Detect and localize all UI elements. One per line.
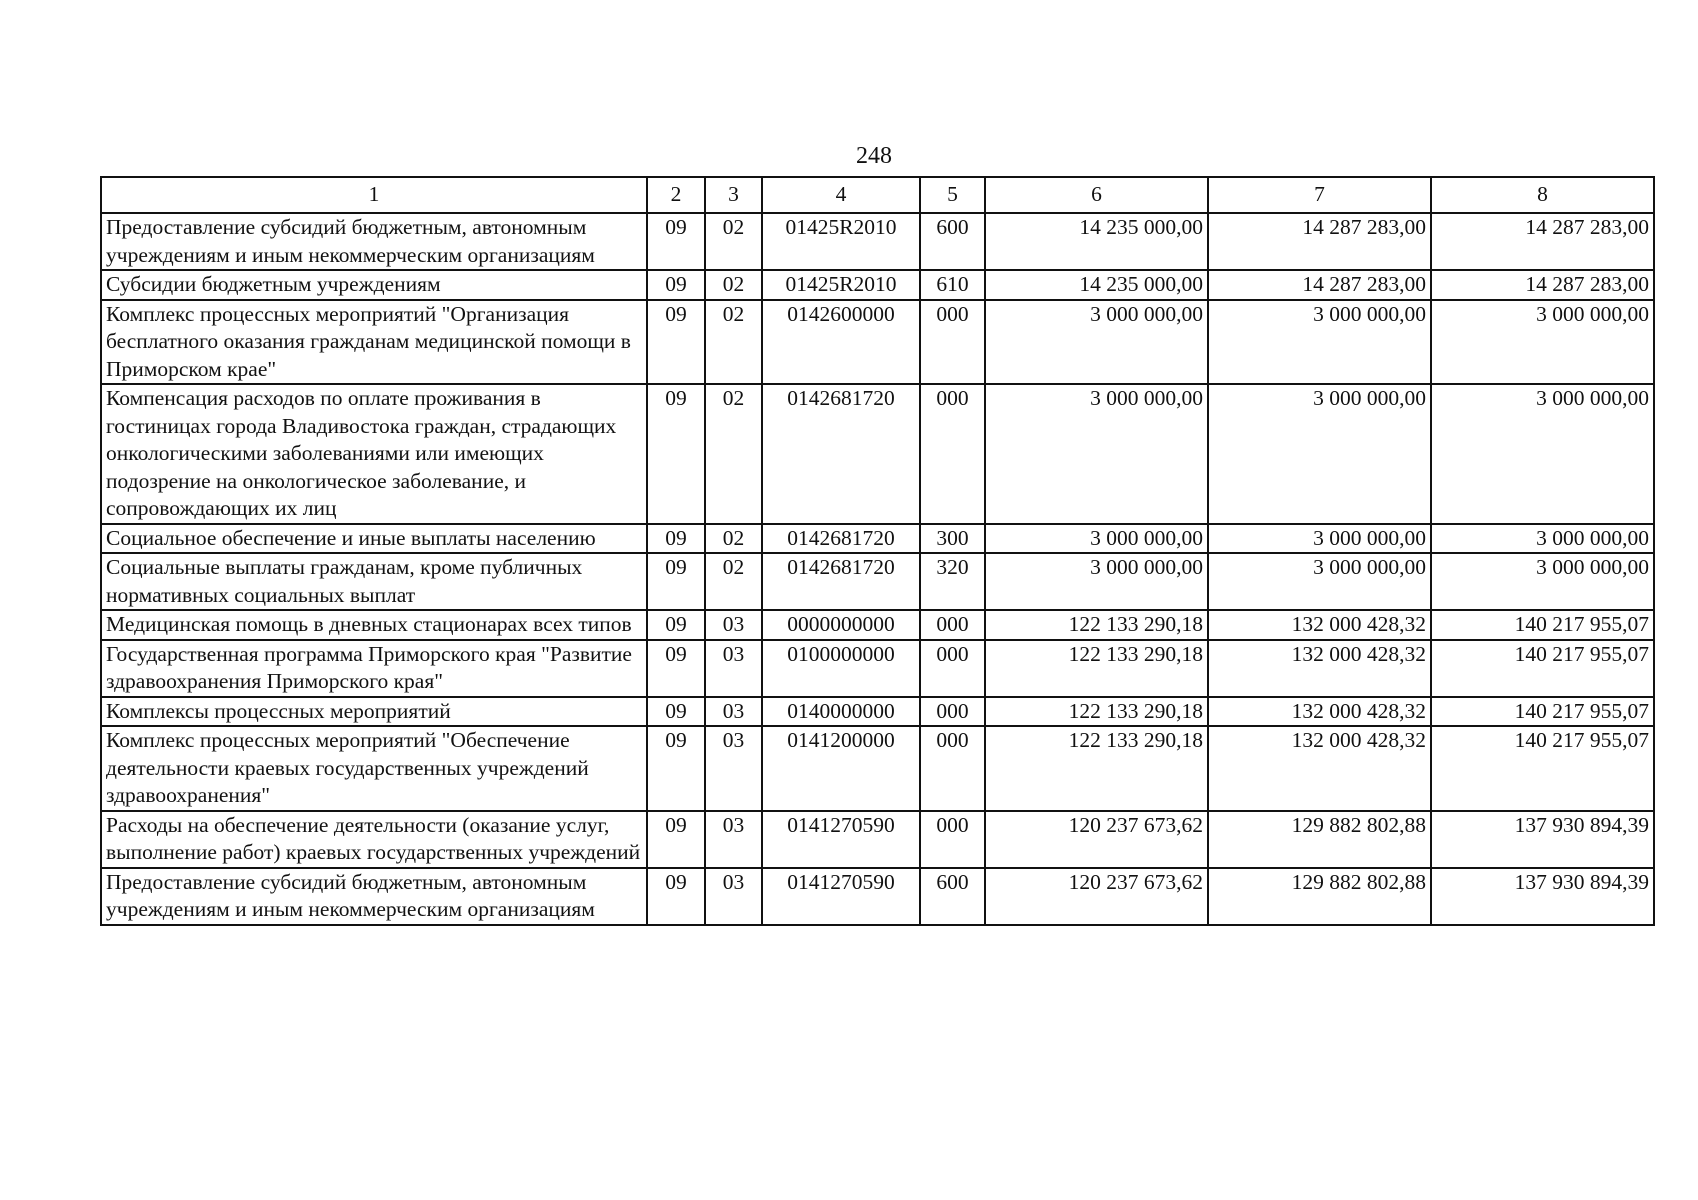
target-article-code: 0140000000: [762, 697, 920, 727]
amount-col-7: 3 000 000,00: [1208, 524, 1431, 554]
amount-col-6: 3 000 000,00: [985, 524, 1208, 554]
table-row: [101, 300, 1654, 385]
target-article-code: 0141200000: [762, 726, 920, 811]
table-row: [101, 524, 1654, 554]
expense-name: Комплекс процессных мероприятий "Обеспечение деятельности краевых государственных учреждений здравоохранения": [101, 726, 647, 811]
amount-col-8: 14 287 283,00: [1431, 213, 1654, 270]
expense-name: Социальные выплаты гражданам, кроме публичных нормативных социальных выплат: [101, 553, 647, 610]
section-code: 09: [647, 270, 705, 300]
amount-col-8: 3 000 000,00: [1431, 384, 1654, 524]
amount-col-7: 3 000 000,00: [1208, 300, 1431, 385]
section-code: 09: [647, 384, 705, 524]
section-code: 09: [647, 610, 705, 640]
subsection-code: 02: [705, 213, 762, 270]
target-article-code: 0142681720: [762, 553, 920, 610]
amount-col-8: 3 000 000,00: [1431, 300, 1654, 385]
amount-col-7: 132 000 428,32: [1208, 640, 1431, 697]
expense-type-code: 000: [920, 610, 985, 640]
amount-col-6: 122 133 290,18: [985, 697, 1208, 727]
column-header-8: 8: [1431, 177, 1654, 213]
amount-col-8: 140 217 955,07: [1431, 726, 1654, 811]
subsection-code: 03: [705, 610, 762, 640]
expense-type-code: 600: [920, 213, 985, 270]
amount-col-6: 120 237 673,62: [985, 811, 1208, 868]
target-article-code: 0141270590: [762, 868, 920, 925]
expense-name: Предоставление субсидий бюджетным, автономным учреждениям и иным некоммерческим организациям: [101, 868, 647, 925]
amount-col-7: 132 000 428,32: [1208, 726, 1431, 811]
subsection-code: 02: [705, 270, 762, 300]
amount-col-7: 14 287 283,00: [1208, 213, 1431, 270]
column-header-2: 2: [647, 177, 705, 213]
subsection-code: 03: [705, 726, 762, 811]
section-code: 09: [647, 697, 705, 727]
table-row: [101, 640, 1654, 697]
target-article-code: 01425R2010: [762, 213, 920, 270]
expense-name: Социальное обеспечение и иные выплаты населению: [101, 524, 647, 554]
amount-col-6: 14 235 000,00: [985, 213, 1208, 270]
table-row: [101, 697, 1654, 727]
column-header-6: 6: [985, 177, 1208, 213]
table-row: [101, 213, 1654, 270]
amount-col-8: 140 217 955,07: [1431, 697, 1654, 727]
header-row: [101, 177, 1654, 213]
amount-col-8: 14 287 283,00: [1431, 270, 1654, 300]
table-row: [101, 610, 1654, 640]
expense-type-code: 320: [920, 553, 985, 610]
amount-col-6: 122 133 290,18: [985, 726, 1208, 811]
amount-col-8: 137 930 894,39: [1431, 868, 1654, 925]
column-header-1: 1: [101, 177, 647, 213]
page-number: 248: [856, 143, 892, 169]
column-header-7: 7: [1208, 177, 1431, 213]
amount-col-7: 129 882 802,88: [1208, 811, 1431, 868]
amount-col-7: 3 000 000,00: [1208, 384, 1431, 524]
column-header-4: 4: [762, 177, 920, 213]
expense-type-code: 000: [920, 726, 985, 811]
subsection-code: 03: [705, 697, 762, 727]
section-code: 09: [647, 300, 705, 385]
expense-name: Расходы на обеспечение деятельности (оказание услуг, выполнение работ) краевых государственных учреждений: [101, 811, 647, 868]
section-code: 09: [647, 726, 705, 811]
expense-name: Комплексы процессных мероприятий: [101, 697, 647, 727]
expense-name: Субсидии бюджетным учреждениям: [101, 270, 647, 300]
amount-col-8: 137 930 894,39: [1431, 811, 1654, 868]
expense-type-code: 300: [920, 524, 985, 554]
subsection-code: 03: [705, 640, 762, 697]
amount-col-7: 3 000 000,00: [1208, 553, 1431, 610]
amount-col-8: 3 000 000,00: [1431, 553, 1654, 610]
target-article-code: 0141270590: [762, 811, 920, 868]
amount-col-6: 3 000 000,00: [985, 553, 1208, 610]
expense-name: Предоставление субсидий бюджетным, автономным учреждениям и иным некоммерческим организациям: [101, 213, 647, 270]
expense-type-code: 000: [920, 300, 985, 385]
expense-type-code: 000: [920, 697, 985, 727]
amount-col-7: 132 000 428,32: [1208, 697, 1431, 727]
expense-type-code: 000: [920, 384, 985, 524]
amount-col-8: 140 217 955,07: [1431, 610, 1654, 640]
amount-col-7: 129 882 802,88: [1208, 868, 1431, 925]
amount-col-6: 120 237 673,62: [985, 868, 1208, 925]
column-header-5: 5: [920, 177, 985, 213]
expense-type-code: 000: [920, 811, 985, 868]
expense-type-code: 000: [920, 640, 985, 697]
section-code: 09: [647, 213, 705, 270]
table-row: [101, 811, 1654, 868]
section-code: 09: [647, 553, 705, 610]
subsection-code: 03: [705, 868, 762, 925]
table-row: [101, 868, 1654, 925]
subsection-code: 02: [705, 300, 762, 385]
section-code: 09: [647, 524, 705, 554]
expense-type-code: 600: [920, 868, 985, 925]
expense-name: Компенсация расходов по оплате проживания в гостиницах города Владивостока граждан, страдающих онкологическими заболеваниями или имеющих подозрение на онкологическое заболевание, и сопровождающих их лиц: [101, 384, 647, 524]
expense-name: Медицинская помощь в дневных стационарах всех типов: [101, 610, 647, 640]
amount-col-6: 122 133 290,18: [985, 640, 1208, 697]
amount-col-6: 14 235 000,00: [985, 270, 1208, 300]
section-code: 09: [647, 640, 705, 697]
table-row: [101, 270, 1654, 300]
target-article-code: 0000000000: [762, 610, 920, 640]
amount-col-6: 122 133 290,18: [985, 610, 1208, 640]
table-row: [101, 726, 1654, 811]
amount-col-6: 3 000 000,00: [985, 384, 1208, 524]
target-article-code: 0142681720: [762, 524, 920, 554]
target-article-code: 01425R2010: [762, 270, 920, 300]
budget-table: [100, 176, 1655, 926]
table-row: [101, 553, 1654, 610]
amount-col-8: 140 217 955,07: [1431, 640, 1654, 697]
subsection-code: 02: [705, 553, 762, 610]
subsection-code: 03: [705, 811, 762, 868]
section-code: 09: [647, 868, 705, 925]
amount-col-6: 3 000 000,00: [985, 300, 1208, 385]
subsection-code: 02: [705, 384, 762, 524]
column-header-3: 3: [705, 177, 762, 213]
target-article-code: 0100000000: [762, 640, 920, 697]
subsection-code: 02: [705, 524, 762, 554]
expense-type-code: 610: [920, 270, 985, 300]
target-article-code: 0142600000: [762, 300, 920, 385]
section-code: 09: [647, 811, 705, 868]
expense-name: Государственная программа Приморского края "Развитие здравоохранения Приморского края": [101, 640, 647, 697]
target-article-code: 0142681720: [762, 384, 920, 524]
amount-col-7: 132 000 428,32: [1208, 610, 1431, 640]
expense-name: Комплекс процессных мероприятий "Организация бесплатного оказания гражданам медицинской помощи в Приморском крае": [101, 300, 647, 385]
amount-col-7: 14 287 283,00: [1208, 270, 1431, 300]
amount-col-8: 3 000 000,00: [1431, 524, 1654, 554]
table-row: [101, 384, 1654, 524]
